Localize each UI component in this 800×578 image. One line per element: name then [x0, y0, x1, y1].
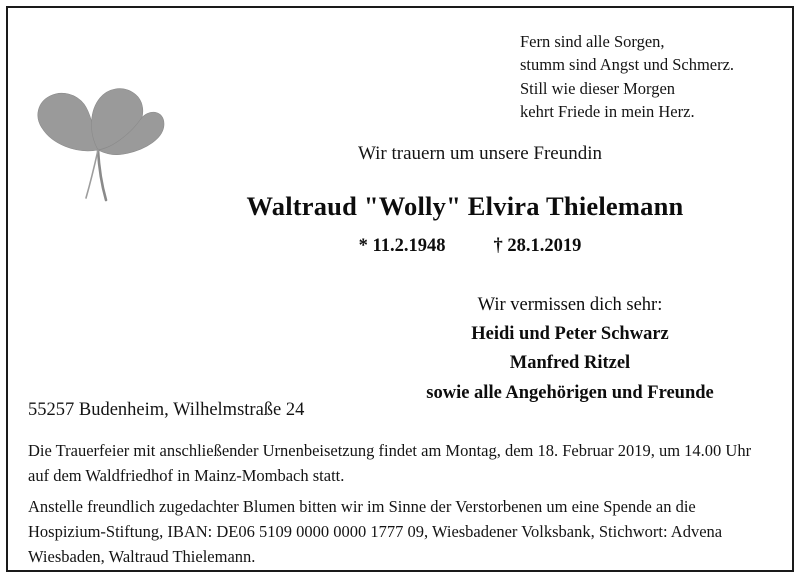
mourners-block — [360, 291, 780, 408]
mourners-lead: Wir vermissen dich sehr: — [477, 295, 663, 315]
address-line: 55257 Budenheim, Wilhelmstraße 24 — [28, 400, 305, 420]
deceased-name: Waltraud "Wolly" Elvira Thielemann — [246, 191, 684, 221]
intro-line: Wir trauern um unsere Freundin — [357, 143, 603, 164]
funeral-details: Die Trauerfeier mit anschließender Urnenbeisetzung findet am Montag, dem 18. Februar 2019, um 14.00 Uhr auf dem Waldfriedhof in Mainz-Mombach statt. — [28, 441, 752, 486]
poem-line-3: Still wie dieser Morgen — [520, 78, 676, 98]
mourner-name-2: Manfred Ritzel — [509, 353, 631, 374]
footer-block — [28, 438, 776, 575]
mourner-name-3: sowie alle Angehörigen und Freunde — [426, 382, 714, 403]
poem-line-1: Fern sind alle Sorgen, — [520, 32, 665, 51]
mourner-name-1: Heidi und Peter Schwarz — [471, 324, 669, 345]
donation-details: Anstelle freundlich zugedachter Blumen bitten wir im Sinne der Verstorbenen um eine Spende an die Hospizium-Stiftung, IBAN: DE06 5109 0000 0000 1777 09, Wiesbadener Volksbank, Stichwort: Advena Wiesbaden, Waltraud Thielemann. — [28, 497, 723, 567]
birth-date: * 11.2.1948 — [358, 236, 446, 256]
life-dates — [180, 236, 760, 257]
poem-line-4: kehrt Friede in mein Herz. — [520, 102, 695, 122]
death-date: † 28.1.2019 — [493, 236, 582, 256]
poem-block — [520, 30, 780, 124]
ginkgo-leaf-icon — [28, 72, 168, 202]
poem-line-2: stumm sind Angst und Schmerz. — [520, 55, 735, 75]
